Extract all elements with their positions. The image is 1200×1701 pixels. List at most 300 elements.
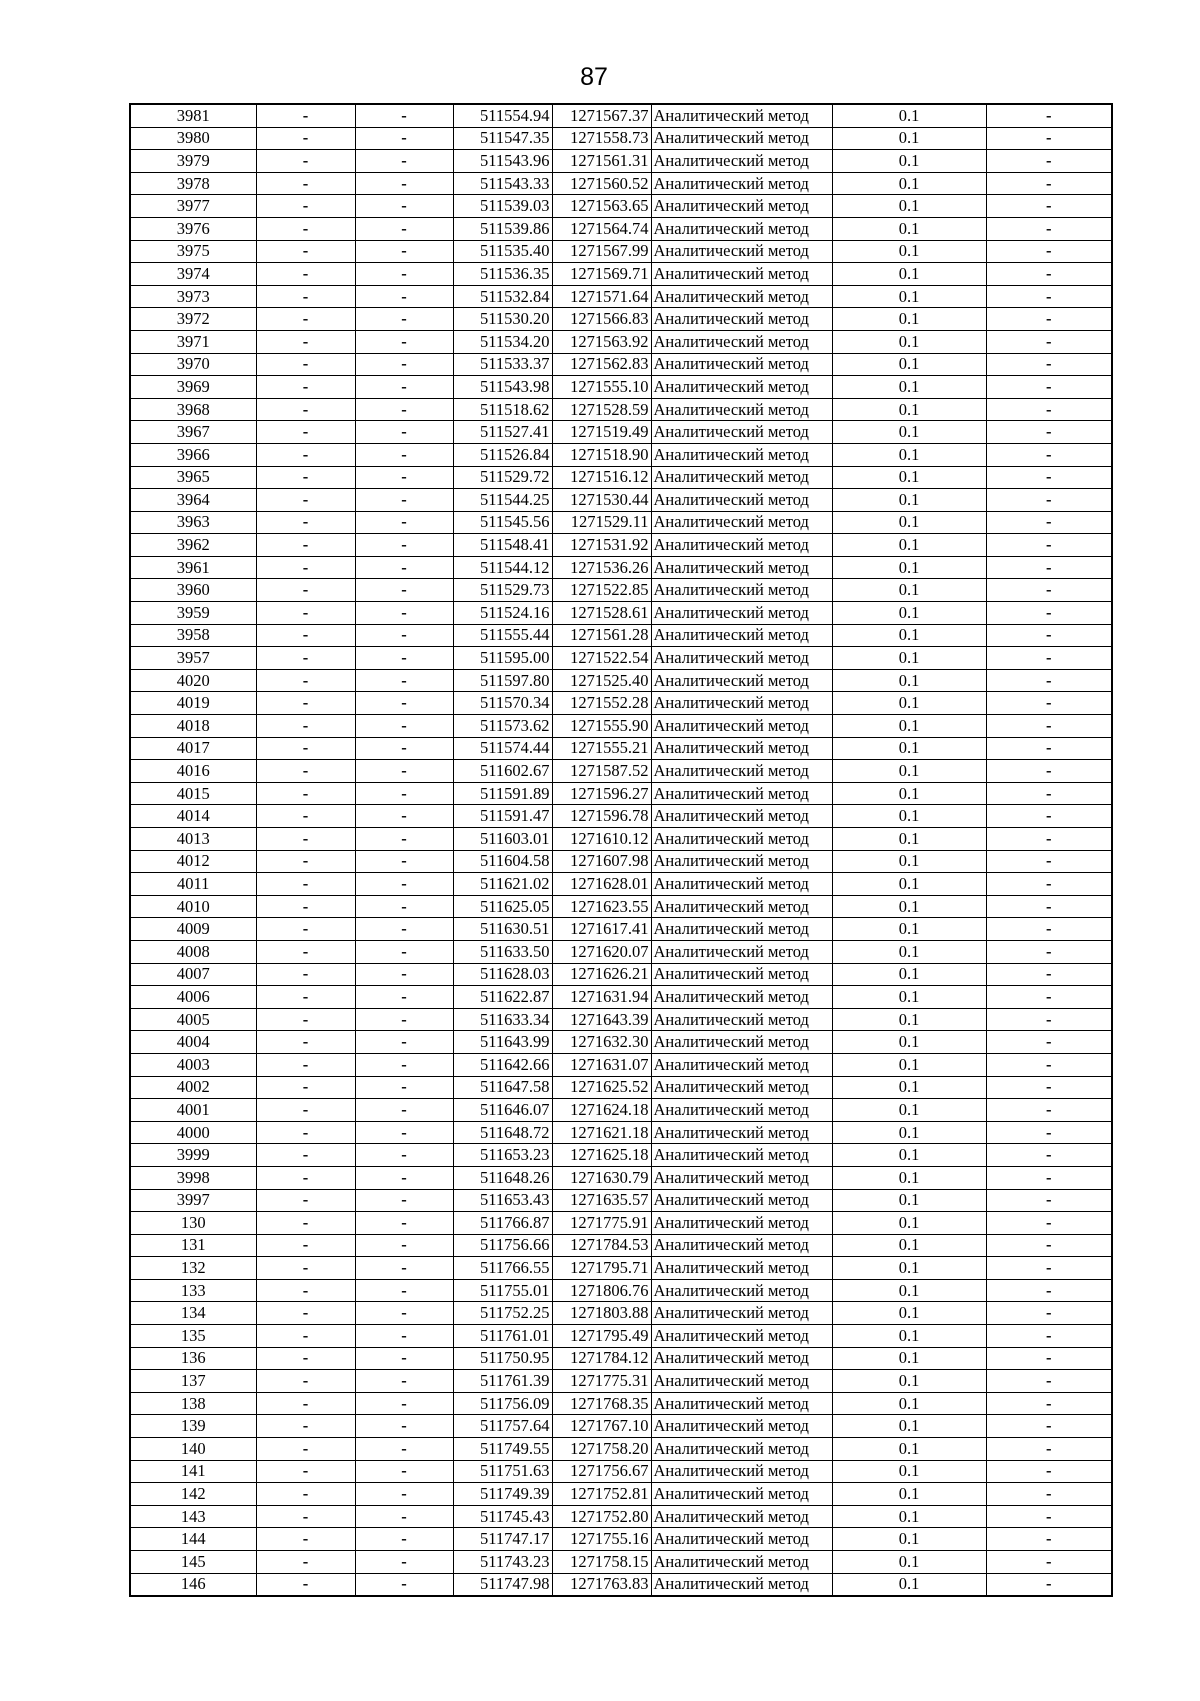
- accuracy-cell: 0.1: [832, 1008, 986, 1031]
- empty-cell: -: [355, 1483, 453, 1506]
- point-number-cell: 4011: [130, 873, 256, 896]
- table-row: [130, 873, 1112, 896]
- accuracy-cell: 0.1: [832, 534, 986, 557]
- method-cell: Аналитический метод: [651, 1008, 832, 1031]
- empty-cell: -: [355, 873, 453, 896]
- empty-cell: -: [256, 647, 355, 670]
- accuracy-cell: 0.1: [832, 1099, 986, 1122]
- empty-cell: -: [256, 940, 355, 963]
- y-coordinate-cell: 1271758.15: [552, 1551, 651, 1574]
- x-coordinate-cell: 511749.55: [453, 1438, 552, 1461]
- empty-cell: -: [256, 918, 355, 941]
- empty-cell: -: [355, 963, 453, 986]
- accuracy-cell: 0.1: [832, 850, 986, 873]
- empty-cell: -: [355, 127, 453, 150]
- x-coordinate-cell: 511757.64: [453, 1415, 552, 1438]
- point-number-cell: 141: [130, 1460, 256, 1483]
- accuracy-cell: 0.1: [832, 1279, 986, 1302]
- empty-cell: -: [355, 421, 453, 444]
- empty-cell: -: [256, 1415, 355, 1438]
- table-row: [130, 850, 1112, 873]
- accuracy-cell: 0.1: [832, 240, 986, 263]
- method-cell: Аналитический метод: [651, 782, 832, 805]
- x-coordinate-cell: 511529.73: [453, 579, 552, 602]
- accuracy-cell: 0.1: [832, 150, 986, 173]
- method-cell: Аналитический метод: [651, 1460, 832, 1483]
- empty-cell: -: [355, 1257, 453, 1280]
- empty-cell: -: [256, 421, 355, 444]
- empty-cell: -: [986, 602, 1112, 625]
- y-coordinate-cell: 1271531.92: [552, 534, 651, 557]
- method-cell: Аналитический метод: [651, 1099, 832, 1122]
- table-row: [130, 1076, 1112, 1099]
- accuracy-cell: 0.1: [832, 1483, 986, 1506]
- empty-cell: -: [256, 1325, 355, 1348]
- point-number-cell: 3970: [130, 353, 256, 376]
- accuracy-cell: 0.1: [832, 1460, 986, 1483]
- point-number-cell: 4005: [130, 1008, 256, 1031]
- method-cell: Аналитический метод: [651, 940, 832, 963]
- y-coordinate-cell: 1271752.81: [552, 1483, 651, 1506]
- x-coordinate-cell: 511743.23: [453, 1551, 552, 1574]
- table-row: [130, 669, 1112, 692]
- point-number-cell: 3957: [130, 647, 256, 670]
- method-cell: Аналитический метод: [651, 737, 832, 760]
- empty-cell: -: [256, 1212, 355, 1235]
- y-coordinate-cell: 1271784.12: [552, 1347, 651, 1370]
- method-cell: Аналитический метод: [651, 1483, 832, 1506]
- x-coordinate-cell: 511642.66: [453, 1053, 552, 1076]
- method-cell: Аналитический метод: [651, 1302, 832, 1325]
- x-coordinate-cell: 511747.98: [453, 1573, 552, 1596]
- y-coordinate-cell: 1271596.78: [552, 805, 651, 828]
- table-row: [130, 918, 1112, 941]
- table-row: [130, 760, 1112, 783]
- method-cell: Аналитический метод: [651, 1076, 832, 1099]
- method-cell: Аналитический метод: [651, 1144, 832, 1167]
- point-number-cell: 4002: [130, 1076, 256, 1099]
- empty-cell: -: [355, 624, 453, 647]
- empty-cell: -: [986, 647, 1112, 670]
- accuracy-cell: 0.1: [832, 737, 986, 760]
- point-number-cell: 138: [130, 1392, 256, 1415]
- x-coordinate-cell: 511752.25: [453, 1302, 552, 1325]
- empty-cell: -: [986, 1325, 1112, 1348]
- x-coordinate-cell: 511547.35: [453, 127, 552, 150]
- table-row: [130, 986, 1112, 1009]
- method-cell: Аналитический метод: [651, 240, 832, 263]
- x-coordinate-cell: 511628.03: [453, 963, 552, 986]
- method-cell: Аналитический метод: [651, 760, 832, 783]
- empty-cell: -: [256, 195, 355, 218]
- y-coordinate-cell: 1271555.21: [552, 737, 651, 760]
- point-number-cell: 137: [130, 1370, 256, 1393]
- table-row: [130, 1573, 1112, 1596]
- y-coordinate-cell: 1271528.61: [552, 602, 651, 625]
- empty-cell: -: [256, 1370, 355, 1393]
- y-coordinate-cell: 1271566.83: [552, 308, 651, 331]
- accuracy-cell: 0.1: [832, 398, 986, 421]
- x-coordinate-cell: 511539.86: [453, 217, 552, 240]
- point-number-cell: 4013: [130, 828, 256, 851]
- empty-cell: -: [256, 534, 355, 557]
- y-coordinate-cell: 1271632.30: [552, 1031, 651, 1054]
- empty-cell: -: [986, 1483, 1112, 1506]
- accuracy-cell: 0.1: [832, 556, 986, 579]
- y-coordinate-cell: 1271752.80: [552, 1505, 651, 1528]
- empty-cell: -: [256, 127, 355, 150]
- x-coordinate-cell: 511603.01: [453, 828, 552, 851]
- empty-cell: -: [355, 534, 453, 557]
- y-coordinate-cell: 1271567.37: [552, 104, 651, 127]
- empty-cell: -: [986, 421, 1112, 444]
- method-cell: Аналитический метод: [651, 1392, 832, 1415]
- y-coordinate-cell: 1271623.55: [552, 895, 651, 918]
- accuracy-cell: 0.1: [832, 421, 986, 444]
- empty-cell: -: [986, 1257, 1112, 1280]
- empty-cell: -: [256, 1008, 355, 1031]
- accuracy-cell: 0.1: [832, 1257, 986, 1280]
- empty-cell: -: [256, 511, 355, 534]
- point-number-cell: 3973: [130, 285, 256, 308]
- empty-cell: -: [986, 828, 1112, 851]
- empty-cell: -: [986, 1189, 1112, 1212]
- point-number-cell: 3979: [130, 150, 256, 173]
- accuracy-cell: 0.1: [832, 1189, 986, 1212]
- method-cell: Аналитический метод: [651, 308, 832, 331]
- accuracy-cell: 0.1: [832, 918, 986, 941]
- x-coordinate-cell: 511532.84: [453, 285, 552, 308]
- table-row: [130, 556, 1112, 579]
- empty-cell: -: [355, 1505, 453, 1528]
- empty-cell: -: [355, 1144, 453, 1167]
- y-coordinate-cell: 1271795.71: [552, 1257, 651, 1280]
- method-cell: Аналитический метод: [651, 918, 832, 941]
- y-coordinate-cell: 1271806.76: [552, 1279, 651, 1302]
- point-number-cell: 3997: [130, 1189, 256, 1212]
- x-coordinate-cell: 511527.41: [453, 421, 552, 444]
- method-cell: Аналитический метод: [651, 1325, 832, 1348]
- x-coordinate-cell: 511591.47: [453, 805, 552, 828]
- empty-cell: -: [256, 669, 355, 692]
- empty-cell: -: [355, 692, 453, 715]
- empty-cell: -: [355, 1279, 453, 1302]
- point-number-cell: 3969: [130, 376, 256, 399]
- method-cell: Аналитический метод: [651, 1370, 832, 1393]
- empty-cell: -: [986, 1212, 1112, 1235]
- table-row: [130, 1415, 1112, 1438]
- accuracy-cell: 0.1: [832, 760, 986, 783]
- y-coordinate-cell: 1271516.12: [552, 466, 651, 489]
- method-cell: Аналитический метод: [651, 1212, 832, 1235]
- table-row: [130, 895, 1112, 918]
- x-coordinate-cell: 511647.58: [453, 1076, 552, 1099]
- method-cell: Аналитический метод: [651, 127, 832, 150]
- point-number-cell: 4018: [130, 715, 256, 738]
- method-cell: Аналитический метод: [651, 1505, 832, 1528]
- x-coordinate-cell: 511625.05: [453, 895, 552, 918]
- empty-cell: -: [986, 353, 1112, 376]
- method-cell: Аналитический метод: [651, 602, 832, 625]
- empty-cell: -: [355, 1189, 453, 1212]
- empty-cell: -: [256, 737, 355, 760]
- method-cell: Аналитический метод: [651, 398, 832, 421]
- table-row: [130, 1099, 1112, 1122]
- empty-cell: -: [355, 602, 453, 625]
- empty-cell: -: [256, 1505, 355, 1528]
- method-cell: Аналитический метод: [651, 1257, 832, 1280]
- x-coordinate-cell: 511518.62: [453, 398, 552, 421]
- table-row: [130, 398, 1112, 421]
- y-coordinate-cell: 1271610.12: [552, 828, 651, 851]
- point-number-cell: 142: [130, 1483, 256, 1506]
- empty-cell: -: [256, 715, 355, 738]
- y-coordinate-cell: 1271767.10: [552, 1415, 651, 1438]
- method-cell: Аналитический метод: [651, 715, 832, 738]
- empty-cell: -: [986, 1347, 1112, 1370]
- table-row: [130, 1008, 1112, 1031]
- method-cell: Аналитический метод: [651, 330, 832, 353]
- empty-cell: -: [355, 579, 453, 602]
- table-row: [130, 1325, 1112, 1348]
- x-coordinate-cell: 511761.01: [453, 1325, 552, 1348]
- empty-cell: -: [256, 1166, 355, 1189]
- y-coordinate-cell: 1271563.92: [552, 330, 651, 353]
- x-coordinate-cell: 511633.34: [453, 1008, 552, 1031]
- point-number-cell: 140: [130, 1438, 256, 1461]
- y-coordinate-cell: 1271621.18: [552, 1121, 651, 1144]
- y-coordinate-cell: 1271768.35: [552, 1392, 651, 1415]
- y-coordinate-cell: 1271626.21: [552, 963, 651, 986]
- empty-cell: -: [986, 150, 1112, 173]
- empty-cell: -: [355, 850, 453, 873]
- table-row: [130, 1189, 1112, 1212]
- empty-cell: -: [256, 805, 355, 828]
- empty-cell: -: [256, 466, 355, 489]
- y-coordinate-cell: 1271631.94: [552, 986, 651, 1009]
- accuracy-cell: 0.1: [832, 1347, 986, 1370]
- empty-cell: -: [256, 285, 355, 308]
- x-coordinate-cell: 511646.07: [453, 1099, 552, 1122]
- empty-cell: -: [986, 715, 1112, 738]
- accuracy-cell: 0.1: [832, 1234, 986, 1257]
- method-cell: Аналитический метод: [651, 1438, 832, 1461]
- table-row: [130, 172, 1112, 195]
- table-row: [130, 150, 1112, 173]
- y-coordinate-cell: 1271555.90: [552, 715, 651, 738]
- x-coordinate-cell: 511539.03: [453, 195, 552, 218]
- table-row: [130, 285, 1112, 308]
- method-cell: Аналитический метод: [651, 850, 832, 873]
- accuracy-cell: 0.1: [832, 873, 986, 896]
- x-coordinate-cell: 511633.50: [453, 940, 552, 963]
- table-row: [130, 1121, 1112, 1144]
- empty-cell: -: [256, 263, 355, 286]
- x-coordinate-cell: 511533.37: [453, 353, 552, 376]
- table-row: [130, 1212, 1112, 1235]
- empty-cell: -: [355, 1212, 453, 1235]
- y-coordinate-cell: 1271525.40: [552, 669, 651, 692]
- empty-cell: -: [256, 489, 355, 512]
- empty-cell: -: [355, 240, 453, 263]
- method-cell: Аналитический метод: [651, 1166, 832, 1189]
- empty-cell: -: [355, 1053, 453, 1076]
- empty-cell: -: [355, 172, 453, 195]
- point-number-cell: 4015: [130, 782, 256, 805]
- empty-cell: -: [986, 1302, 1112, 1325]
- y-coordinate-cell: 1271763.83: [552, 1573, 651, 1596]
- x-coordinate-cell: 511535.40: [453, 240, 552, 263]
- point-number-cell: 3962: [130, 534, 256, 557]
- method-cell: Аналитический метод: [651, 556, 832, 579]
- y-coordinate-cell: 1271755.16: [552, 1528, 651, 1551]
- empty-cell: -: [256, 376, 355, 399]
- point-number-cell: 3965: [130, 466, 256, 489]
- empty-cell: -: [355, 398, 453, 421]
- accuracy-cell: 0.1: [832, 172, 986, 195]
- point-number-cell: 3968: [130, 398, 256, 421]
- point-number-cell: 4008: [130, 940, 256, 963]
- x-coordinate-cell: 511749.39: [453, 1483, 552, 1506]
- empty-cell: -: [256, 579, 355, 602]
- method-cell: Аналитический метод: [651, 534, 832, 557]
- method-cell: Аналитический метод: [651, 895, 832, 918]
- empty-cell: -: [986, 579, 1112, 602]
- point-number-cell: 3977: [130, 195, 256, 218]
- method-cell: Аналитический метод: [651, 1528, 832, 1551]
- accuracy-cell: 0.1: [832, 308, 986, 331]
- table-row: [130, 1302, 1112, 1325]
- method-cell: Аналитический метод: [651, 828, 832, 851]
- empty-cell: -: [355, 150, 453, 173]
- point-number-cell: 143: [130, 1505, 256, 1528]
- y-coordinate-cell: 1271631.07: [552, 1053, 651, 1076]
- accuracy-cell: 0.1: [832, 1415, 986, 1438]
- accuracy-cell: 0.1: [832, 579, 986, 602]
- table-row: [130, 330, 1112, 353]
- empty-cell: -: [986, 1573, 1112, 1596]
- y-coordinate-cell: 1271530.44: [552, 489, 651, 512]
- empty-cell: -: [986, 511, 1112, 534]
- empty-cell: -: [986, 330, 1112, 353]
- x-coordinate-cell: 511643.99: [453, 1031, 552, 1054]
- y-coordinate-cell: 1271522.85: [552, 579, 651, 602]
- accuracy-cell: 0.1: [832, 376, 986, 399]
- method-cell: Аналитический метод: [651, 1031, 832, 1054]
- empty-cell: -: [986, 760, 1112, 783]
- empty-cell: -: [256, 172, 355, 195]
- empty-cell: -: [986, 1076, 1112, 1099]
- table-row: [130, 1370, 1112, 1393]
- point-number-cell: 136: [130, 1347, 256, 1370]
- method-cell: Аналитический метод: [651, 1234, 832, 1257]
- empty-cell: -: [355, 1460, 453, 1483]
- empty-cell: -: [355, 1528, 453, 1551]
- y-coordinate-cell: 1271784.53: [552, 1234, 651, 1257]
- empty-cell: -: [986, 940, 1112, 963]
- y-coordinate-cell: 1271528.59: [552, 398, 651, 421]
- empty-cell: -: [256, 760, 355, 783]
- table-row: [130, 1347, 1112, 1370]
- empty-cell: -: [355, 782, 453, 805]
- y-coordinate-cell: 1271563.65: [552, 195, 651, 218]
- empty-cell: -: [355, 466, 453, 489]
- method-cell: Аналитический метод: [651, 511, 832, 534]
- method-cell: Аналитический метод: [651, 1279, 832, 1302]
- empty-cell: -: [355, 195, 453, 218]
- empty-cell: -: [986, 1279, 1112, 1302]
- empty-cell: -: [986, 1053, 1112, 1076]
- empty-cell: -: [355, 1008, 453, 1031]
- empty-cell: -: [256, 1573, 355, 1596]
- table-row: [130, 421, 1112, 444]
- empty-cell: -: [986, 669, 1112, 692]
- page-number: 87: [580, 63, 608, 91]
- x-coordinate-cell: 511574.44: [453, 737, 552, 760]
- empty-cell: -: [986, 285, 1112, 308]
- table-row: [130, 1528, 1112, 1551]
- y-coordinate-cell: 1271567.99: [552, 240, 651, 263]
- table-row: [130, 692, 1112, 715]
- empty-cell: -: [256, 850, 355, 873]
- empty-cell: -: [256, 150, 355, 173]
- x-coordinate-cell: 511761.39: [453, 1370, 552, 1393]
- y-coordinate-cell: 1271803.88: [552, 1302, 651, 1325]
- accuracy-cell: 0.1: [832, 782, 986, 805]
- point-number-cell: 4014: [130, 805, 256, 828]
- empty-cell: -: [355, 217, 453, 240]
- empty-cell: -: [256, 104, 355, 127]
- x-coordinate-cell: 511630.51: [453, 918, 552, 941]
- method-cell: Аналитический метод: [651, 1573, 832, 1596]
- empty-cell: -: [355, 489, 453, 512]
- x-coordinate-cell: 511526.84: [453, 443, 552, 466]
- empty-cell: -: [986, 443, 1112, 466]
- method-cell: Аналитический метод: [651, 217, 832, 240]
- accuracy-cell: 0.1: [832, 330, 986, 353]
- method-cell: Аналитический метод: [651, 1551, 832, 1574]
- empty-cell: -: [256, 398, 355, 421]
- accuracy-cell: 0.1: [832, 1166, 986, 1189]
- table-row: [130, 805, 1112, 828]
- y-coordinate-cell: 1271758.20: [552, 1438, 651, 1461]
- table-row: [130, 624, 1112, 647]
- empty-cell: -: [256, 1392, 355, 1415]
- accuracy-cell: 0.1: [832, 263, 986, 286]
- accuracy-cell: 0.1: [832, 1053, 986, 1076]
- empty-cell: -: [986, 195, 1112, 218]
- x-coordinate-cell: 511545.56: [453, 511, 552, 534]
- empty-cell: -: [986, 873, 1112, 896]
- accuracy-cell: 0.1: [832, 217, 986, 240]
- empty-cell: -: [355, 330, 453, 353]
- empty-cell: -: [355, 805, 453, 828]
- y-coordinate-cell: 1271569.71: [552, 263, 651, 286]
- point-number-cell: 3966: [130, 443, 256, 466]
- table-row: [130, 1257, 1112, 1280]
- accuracy-cell: 0.1: [832, 1031, 986, 1054]
- y-coordinate-cell: 1271635.57: [552, 1189, 651, 1212]
- table-row: [130, 308, 1112, 331]
- empty-cell: -: [355, 895, 453, 918]
- empty-cell: -: [256, 1528, 355, 1551]
- x-coordinate-cell: 511570.34: [453, 692, 552, 715]
- accuracy-cell: 0.1: [832, 353, 986, 376]
- empty-cell: -: [986, 1438, 1112, 1461]
- accuracy-cell: 0.1: [832, 1392, 986, 1415]
- accuracy-cell: 0.1: [832, 1551, 986, 1574]
- accuracy-cell: 0.1: [832, 466, 986, 489]
